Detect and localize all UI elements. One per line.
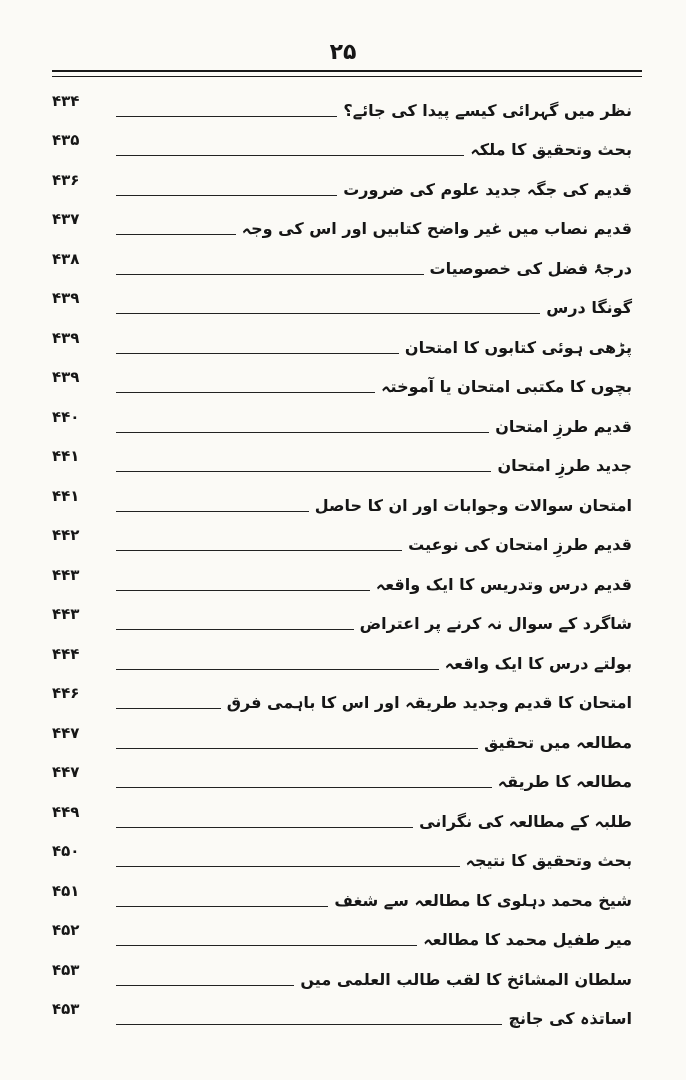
toc-leader-line bbox=[116, 669, 439, 670]
toc-entry-page: ۴۳۴ bbox=[52, 91, 80, 110]
toc-entry-page: ۴۴۳ bbox=[52, 605, 80, 623]
toc-entry-title: بحث وتحقیق کا ملکہ bbox=[470, 140, 632, 159]
toc-entry bbox=[52, 758, 632, 798]
toc-entry bbox=[52, 916, 632, 956]
toc-entry-page: ۴۵۳ bbox=[52, 1000, 80, 1018]
toc-leader-line bbox=[116, 195, 337, 196]
toc-entry-title: قدیم نصاب میں غیر واضح کتابیں اور اس کی وجہ bbox=[241, 219, 632, 238]
toc-entry-title: مطالعہ میں تحقیق bbox=[484, 732, 632, 752]
toc-leader-line bbox=[116, 748, 478, 749]
toc-entry-title: طلبہ کے مطالعہ کی نگرانی bbox=[419, 811, 632, 831]
toc-entry-title: امتحان سوالات وجوابات اور ان کا حاصل bbox=[314, 495, 632, 515]
toc-entry bbox=[52, 205, 632, 245]
toc-entry-title: اساتذہ کی جانچ bbox=[508, 1009, 632, 1028]
toc-leader-line bbox=[116, 550, 402, 551]
toc-entry bbox=[52, 244, 632, 284]
toc-leader-line bbox=[116, 629, 354, 630]
toc-entry-title: پڑھی ہوئی کتابوں کا امتحان bbox=[404, 337, 632, 357]
toc-entry-page: ۴۴۹ bbox=[52, 802, 80, 821]
toc-entry bbox=[52, 126, 632, 166]
toc-entry-page: ۴۳۸ bbox=[52, 249, 80, 268]
toc-leader-line bbox=[116, 787, 492, 788]
toc-entry-title: قدیم طرزِ امتحان کی نوعیت bbox=[408, 535, 632, 554]
toc-entry bbox=[52, 363, 632, 403]
toc-leader-line bbox=[116, 866, 460, 867]
toc-entry-page: ۴۵۳ bbox=[52, 960, 80, 979]
toc-entry bbox=[52, 600, 632, 640]
toc-entry bbox=[52, 481, 632, 521]
table-of-contents bbox=[52, 86, 632, 1034]
toc-entry bbox=[52, 837, 632, 877]
toc-leader-line bbox=[116, 234, 236, 235]
header-rule-thick bbox=[52, 70, 642, 72]
toc-entry-title: قدیم کی جگہ جدید علوم کی ضرورت bbox=[343, 179, 632, 199]
toc-entry-page: ۴۴۱ bbox=[52, 447, 80, 465]
toc-entry-page: ۴۳۹ bbox=[52, 328, 80, 347]
toc-entry-title: قدیم درس وتدریس کا ایک واقعہ bbox=[375, 574, 632, 594]
toc-leader-line bbox=[116, 906, 328, 907]
toc-leader-line bbox=[116, 155, 464, 156]
toc-entry bbox=[52, 402, 632, 442]
page-number: ۲۵ bbox=[329, 40, 357, 65]
toc-entry-page: ۴۳۹ bbox=[52, 289, 80, 307]
toc-leader-line bbox=[116, 353, 399, 354]
toc-entry-title: نظر میں گہرائی کیسے پیدا کی جائے؟ bbox=[343, 100, 632, 120]
toc-entry-title: قدیم طرزِ امتحان bbox=[495, 416, 632, 436]
toc-entry-page: ۴۴۷ bbox=[52, 723, 80, 742]
toc-leader-line bbox=[116, 313, 540, 314]
toc-entry bbox=[52, 165, 632, 205]
toc-leader-line bbox=[116, 274, 424, 275]
toc-entry bbox=[52, 876, 632, 916]
toc-entry-page: ۴۵۰ bbox=[52, 842, 80, 860]
toc-entry-title: بولتے درس کا ایک واقعہ bbox=[444, 653, 632, 673]
toc-entry-title: درجۂ فضل کی خصوصیات bbox=[429, 258, 632, 278]
toc-entry-title: شیخ محمد دہلوی کا مطالعہ سے شغف bbox=[334, 890, 632, 910]
toc-entry-title: بچوں کا مکتبی امتحان یا آموختہ bbox=[381, 377, 632, 396]
toc-leader-line bbox=[116, 471, 491, 472]
toc-entry bbox=[52, 521, 632, 561]
toc-leader-line bbox=[116, 945, 417, 946]
toc-entry-title: مطالعہ کا طریقہ bbox=[497, 772, 632, 791]
toc-entry bbox=[52, 955, 632, 995]
toc-entry-title: جدید طرزِ امتحان bbox=[497, 456, 632, 475]
toc-entry bbox=[52, 639, 632, 679]
toc-entry bbox=[52, 284, 632, 324]
toc-entry bbox=[52, 86, 632, 126]
toc-entry-page: ۴۴۶ bbox=[52, 684, 80, 702]
toc-entry bbox=[52, 718, 632, 758]
toc-entry bbox=[52, 323, 632, 363]
toc-entry-title: میر طفیل محمد کا مطالعہ bbox=[423, 930, 632, 949]
toc-leader-line bbox=[116, 1024, 502, 1025]
toc-leader-line bbox=[116, 432, 489, 433]
toc-entry-title: گونگا درس bbox=[546, 298, 632, 317]
toc-entry-title: امتحان کا قدیم وجدید طریقہ اور اس کا باہمی فرق bbox=[226, 693, 632, 712]
toc-entry-page: ۴۴۰ bbox=[52, 407, 80, 426]
toc-entry bbox=[52, 560, 632, 600]
toc-entry-page: ۴۵۲ bbox=[52, 921, 80, 939]
toc-entry-page: ۴۳۹ bbox=[52, 368, 80, 386]
toc-entry-page: ۴۳۷ bbox=[52, 210, 80, 228]
toc-entry-title: شاگرد کے سوال نہ کرنے پر اعتراض bbox=[359, 614, 632, 633]
toc-entry-page: ۴۵۱ bbox=[52, 881, 80, 900]
toc-leader-line bbox=[116, 392, 375, 393]
toc-entry bbox=[52, 797, 632, 837]
toc-entry-page: ۴۳۵ bbox=[52, 131, 80, 149]
header-rule-thin bbox=[52, 76, 642, 77]
toc-entry bbox=[52, 995, 632, 1035]
toc-entry-page: ۴۴۲ bbox=[52, 526, 80, 544]
toc-leader-line bbox=[116, 708, 221, 709]
toc-leader-line bbox=[116, 985, 294, 986]
toc-entry bbox=[52, 679, 632, 719]
toc-entry-page: ۴۳۶ bbox=[52, 170, 80, 189]
toc-entry-page: ۴۴۱ bbox=[52, 486, 80, 505]
toc-entry-page: ۴۴۷ bbox=[52, 763, 80, 781]
toc-entry bbox=[52, 442, 632, 482]
toc-entry-page: ۴۴۴ bbox=[52, 644, 80, 663]
toc-leader-line bbox=[116, 590, 370, 591]
toc-leader-line bbox=[116, 116, 337, 117]
toc-leader-line bbox=[116, 827, 413, 828]
toc-leader-line bbox=[116, 511, 309, 512]
toc-entry-title: بحث وتحقیق کا نتیجہ bbox=[465, 851, 632, 870]
toc-entry-page: ۴۴۳ bbox=[52, 565, 80, 584]
toc-entry-title: سلطان المشائخ کا لقب طالب العلمی میں bbox=[300, 969, 632, 989]
